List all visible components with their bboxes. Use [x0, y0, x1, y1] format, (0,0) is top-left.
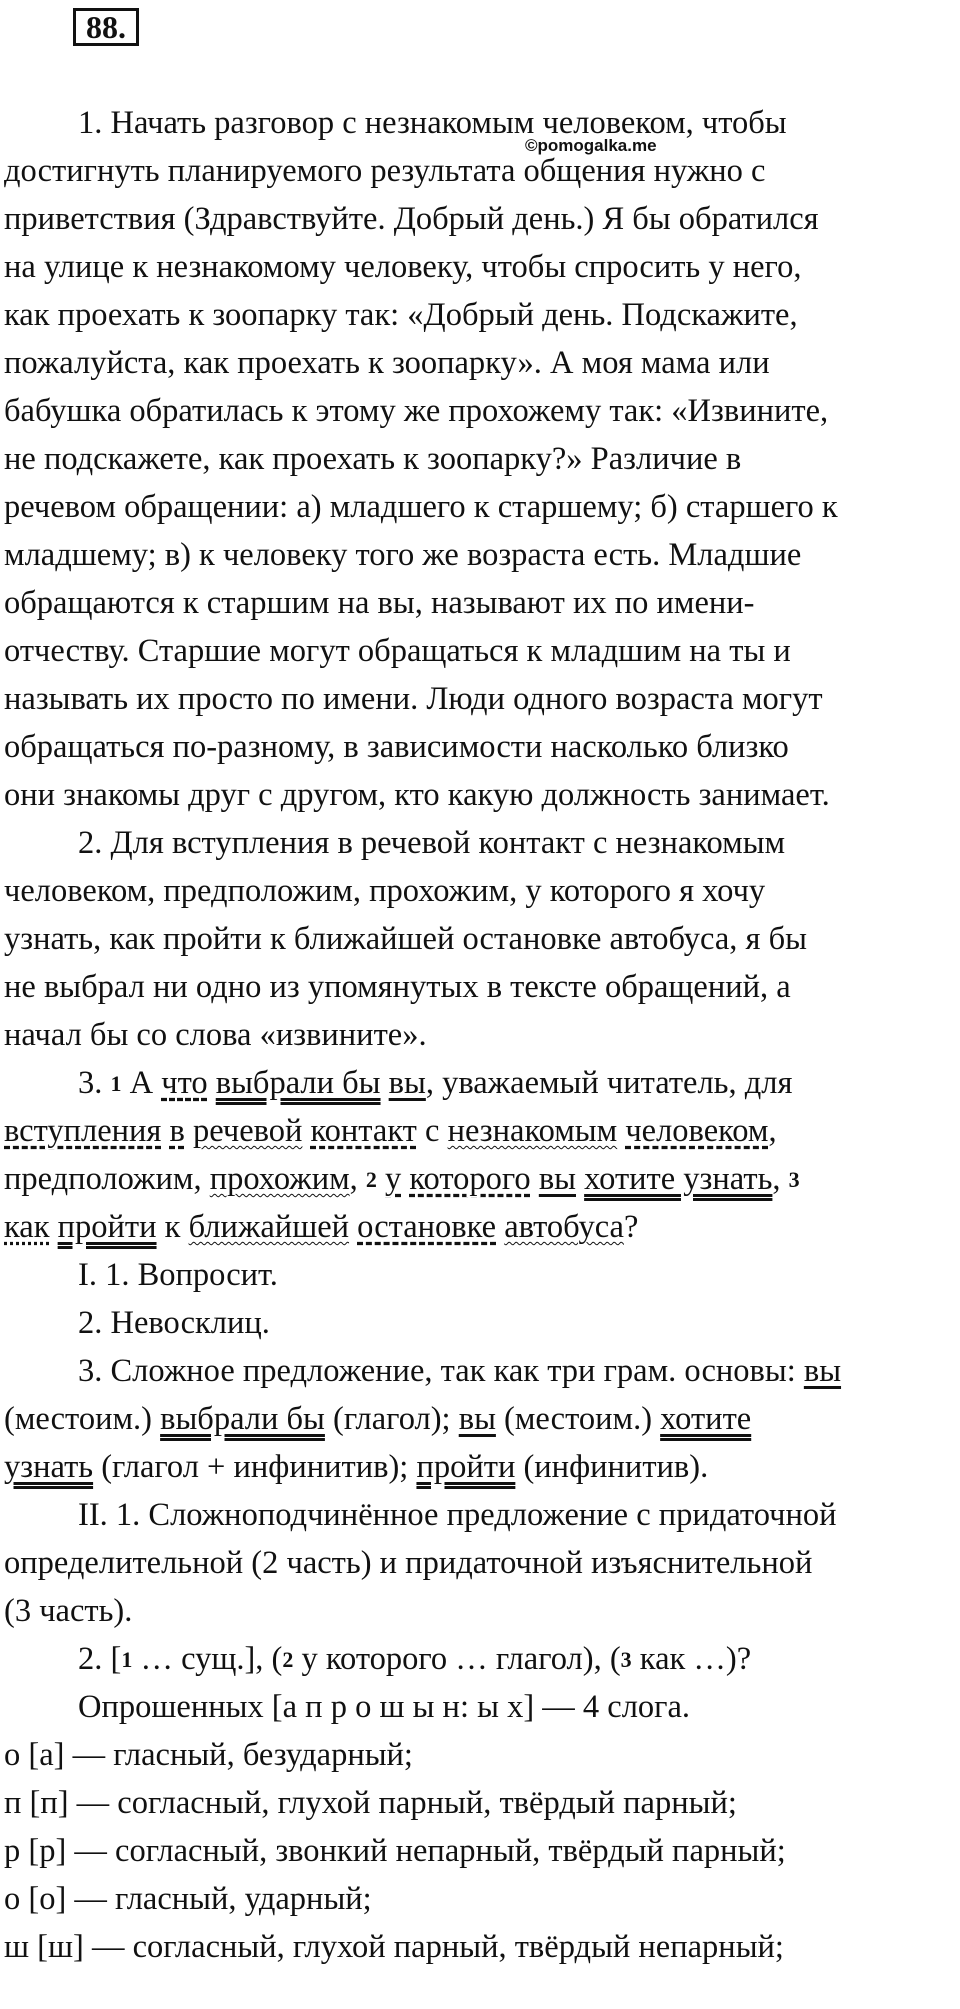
text-fragment: , — [349, 1161, 358, 1197]
text-fragment: ? — [623, 1209, 639, 1245]
word: А — [129, 1065, 154, 1101]
word-subject: вы — [388, 1065, 426, 1101]
word-preposition: у — [385, 1161, 402, 1197]
text-line: обращаются к старшим на вы, называют их по имени- — [4, 585, 755, 621]
text-fragment: (инфинитив). — [523, 1449, 709, 1485]
text-line: они знакомы друг с другом, кто какую должность занимает. — [4, 777, 830, 813]
word-object: человеком — [625, 1113, 769, 1149]
text-fragment: (местоим.) — [4, 1401, 152, 1437]
word-preposition: в — [169, 1113, 185, 1149]
text-fragment: (местоим.) — [504, 1401, 653, 1437]
word-subject: вы — [538, 1161, 576, 1197]
text-line: не выбрал ни одно из упомянутых в тексте обращений, а — [4, 969, 791, 1005]
word-predicate: узнать — [4, 1449, 94, 1485]
clause-marker: 2 — [282, 1647, 294, 1672]
phonetic-line: п [п] — согласный, глухой парный, твёрдый парный; — [4, 1785, 737, 1821]
clause-marker: 3 — [788, 1167, 800, 1192]
analysis-line — [4, 1399, 751, 1439]
text-line: пожалуйста, как проехать к зоопарку». А моя мама или — [4, 345, 770, 381]
clause-marker: 2 — [365, 1167, 377, 1192]
word-subject: вы — [458, 1401, 496, 1437]
word-predicate: пройти — [416, 1449, 516, 1485]
text-line: как проехать к зоопарку так: «Добрый день. Подскажите, — [4, 297, 798, 333]
text-fragment: (глагол); — [333, 1401, 451, 1437]
text-fragment: у которого … глагол), ( — [293, 1641, 621, 1677]
word-attribute: автобуса — [504, 1209, 624, 1245]
text-line: речевом обращении: а) младшего к старшему; б) старшего к — [4, 489, 838, 525]
word-object: которого — [409, 1161, 531, 1197]
word: к — [164, 1209, 181, 1245]
text-fragment: как …)? — [631, 1641, 752, 1677]
text-line: на улице к незнакомому человеку, чтобы спросить у него, — [4, 249, 802, 285]
sentence-line — [4, 1159, 800, 1202]
analysis-line — [4, 1447, 708, 1487]
text-line: отчеству. Старшие могут обращаться к младшим на ты и — [4, 633, 791, 669]
clause-marker: 1 — [110, 1071, 122, 1096]
word-predicate: хотите узнать — [584, 1161, 773, 1197]
text-line: обращаться по-разному, в зависимости насколько близко — [4, 729, 789, 765]
analysis-line — [78, 1351, 841, 1391]
text-fragment: 2. [ — [78, 1641, 122, 1677]
word: предположим, — [4, 1161, 202, 1197]
analysis-line: (3 часть). — [4, 1593, 133, 1629]
word-adverbial: как — [4, 1209, 50, 1245]
phonetic-line: р [р] — согласный, звонкий непарный, твёрдый парный; — [4, 1833, 786, 1869]
word: с — [425, 1113, 440, 1149]
text-line: не подскажете, как проехать к зоопарку?» Различие в — [4, 441, 742, 477]
text-line: начал бы со слова «извините». — [4, 1017, 427, 1053]
word-object: остановке — [357, 1209, 497, 1245]
text-fragment: , уважаемый читатель, для — [425, 1065, 793, 1101]
word-attribute: незнакомым — [447, 1113, 618, 1149]
word-object: контакт — [310, 1113, 417, 1149]
text-line: бабушка обратилась к этому же прохожему так: «Извините, — [4, 393, 829, 429]
text-fragment: , — [772, 1161, 781, 1197]
word-attribute: ближайшей — [188, 1209, 350, 1245]
text-line: 1. Начать разговор с незнакомым человеком, чтобы — [78, 105, 787, 141]
text-fragment: … сущ.], ( — [132, 1641, 283, 1677]
word-predicate: хотите — [660, 1401, 752, 1437]
clause-marker: 1 — [121, 1647, 133, 1672]
text-fragment: 3. Сложное предложение, так как три грам. основы: — [78, 1353, 796, 1389]
word-attribute: речевой — [192, 1113, 303, 1149]
sentence-line — [4, 1111, 777, 1151]
task-number: 88. — [73, 8, 139, 46]
text-line: человеком, предположим, прохожим, у которого я хочу — [4, 873, 766, 909]
text-line: младшему; в) к человеку того же возраста есть. Младшие — [4, 537, 802, 573]
phonetic-line: о [о] — гласный, ударный; — [4, 1881, 372, 1917]
watermark: ©pomogalka.me — [525, 136, 657, 155]
analysis-line: Опрошенных [а п р о ш ы н: ы х] — 4 слога. — [78, 1689, 691, 1725]
text-line: называть их просто по имени. Люди одного возраста могут — [4, 681, 823, 717]
clause-marker: 3 — [620, 1647, 632, 1672]
analysis-line: II. 1. Сложноподчинённое предложение с придаточной — [78, 1497, 837, 1533]
text-line: узнать, как пройти к ближайшей остановке автобуса, я бы — [4, 921, 807, 957]
analysis-line: I. 1. Вопросит. — [78, 1257, 278, 1293]
word-predicate: пройти — [57, 1209, 157, 1245]
sentence-line — [4, 1207, 638, 1247]
word-predicate: выбрали бы — [160, 1401, 325, 1437]
analysis-line: определительной (2 часть) и придаточной изъяснительной — [4, 1545, 813, 1581]
text-line: приветствия (Здравствуйте. Добрый день.) Я бы обратился — [4, 201, 819, 237]
phonetic-line: ш [ш] — согласный, глухой парный, твёрдый непарный; — [4, 1929, 784, 1965]
word-adverbial: что — [161, 1065, 208, 1101]
sentence-line — [78, 1063, 792, 1106]
text-fragment: (глагол + инфинитив); — [101, 1449, 409, 1485]
word-predicate: выбрали бы — [215, 1065, 381, 1101]
word-attribute: прохожим — [209, 1161, 350, 1197]
word-object: вступления — [4, 1113, 162, 1149]
analysis-line: 2. Невосклиц. — [78, 1305, 270, 1341]
text-line: достигнуть планируемого результата общения нужно с — [4, 153, 766, 189]
item-number: 3. — [78, 1065, 103, 1101]
word-subject: вы — [803, 1353, 842, 1389]
analysis-line — [78, 1639, 751, 1682]
phonetic-line: о [а] — гласный, безударный; — [4, 1737, 413, 1773]
text-fragment: , — [768, 1113, 777, 1149]
text-line: 2. Для вступления в речевой контакт с незнакомым — [78, 825, 786, 861]
